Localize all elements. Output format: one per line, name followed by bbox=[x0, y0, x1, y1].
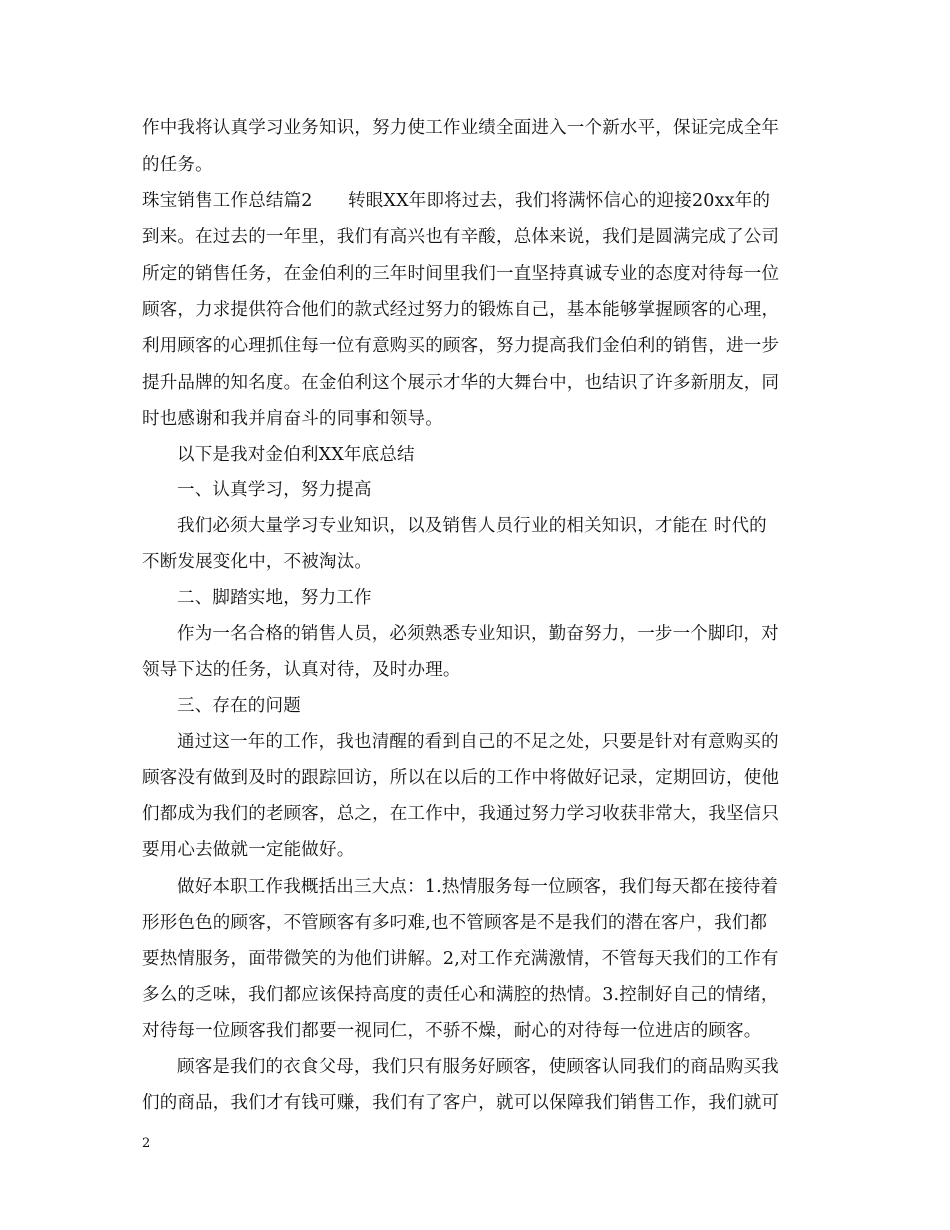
text-line: 多么的乏味，我们都应该保持高度的责任心和满腔的热情。3.控制好自己的情绪， bbox=[142, 985, 779, 1005]
page-number: 2 bbox=[142, 1136, 151, 1151]
text-line: 要用心去做就一定能做好。 bbox=[142, 840, 355, 860]
text-line: 要热情服务，面带微笑的为他们讲解。2,对工作充满激情，不管每天我们的工作有 bbox=[142, 949, 779, 969]
text-line: 作为一名合格的销售人员，必须熟悉专业知识，勤奋努力，一步一个脚印，对 bbox=[177, 624, 779, 644]
text-line: 利用顾客的心理抓住每一位有意购买的顾客，努力提高我们金伯利的销售，进一步 bbox=[142, 336, 780, 356]
section-heading: 一、认真学习，努力提高 bbox=[177, 480, 372, 500]
text-line: 作中我将认真学习业务知识，努力使工作业绩全面进入一个新水平，保证完成全年 bbox=[142, 118, 780, 138]
text-line: 珠宝销售工作总结篇2 转眼XX年即将过去，我们将满怀信心的迎接20xx年的 bbox=[142, 191, 771, 211]
section-heading: 三、存在的问题 bbox=[177, 696, 301, 716]
text-line: 领导下达的任务，认真对待，及时办理。 bbox=[142, 660, 461, 680]
section-heading: 二、脚踏实地，努力工作 bbox=[177, 588, 372, 608]
text-line: 提升品牌的知名度。在金伯利这个展示才华的大舞台中，也结识了许多新朋友，同 bbox=[142, 373, 780, 393]
text-line: 形形色色的顾客，不管顾客有多叼难,也不管顾客是不是我们的潜在客户，我们都 bbox=[142, 913, 768, 933]
text-line: 们的商品，我们才有钱可赚，我们有了客户，就可以保障我们销售工作，我们就可 bbox=[142, 1093, 780, 1113]
text-line: 以下是我对金伯利XX年底总结 bbox=[177, 445, 415, 465]
text-line: 我们必须大量学习专业知识，以及销售人员行业的相关知识，才能在 时代的 bbox=[177, 516, 767, 536]
text-line: 不断发展变化中，不被淘汰。 bbox=[142, 552, 373, 572]
text-line: 顾客是我们的衣食父母，我们只有服务好顾客，使顾客认同我们的商品购买我 bbox=[177, 1057, 779, 1077]
text-line: 时也感谢和我并肩奋斗的同事和领导。 bbox=[142, 409, 443, 429]
text-line: 到来。在过去的一年里，我们有高兴也有辛酸，总体来说，我们是圆满完成了公司 bbox=[142, 227, 780, 247]
text-line: 所定的销售任务，在金伯利的三年时间里我们一直坚持真诚专业的态度对待每一位 bbox=[142, 264, 780, 284]
text-line: 通过这一年的工作，我也清醒的看到自己的不足之处，只要是针对有意购买的 bbox=[177, 732, 779, 752]
text-line: 顾客没有做到及时的跟踪回访，所以在以后的工作中将做好记录，定期回访，使他 bbox=[142, 768, 780, 788]
text-line: 的任务。 bbox=[142, 155, 213, 175]
text-line: 们都成为我们的老顾客，总之，在工作中，我通过努力学习收获非常大，我坚信只 bbox=[142, 804, 780, 824]
text-line: 对待每一位顾客我们都要一视同仁，不骄不燥，耐心的对待每一位进店的顾客。 bbox=[142, 1021, 762, 1041]
text-line: 做好本职工作我概括出三大点：1.热情服务每一位顾客，我们每天都在接待着 bbox=[177, 877, 779, 897]
text-line: 顾客，力求提供符合他们的款式经过努力的锻炼自己，基本能够掌握顾客的心理， bbox=[142, 300, 780, 320]
